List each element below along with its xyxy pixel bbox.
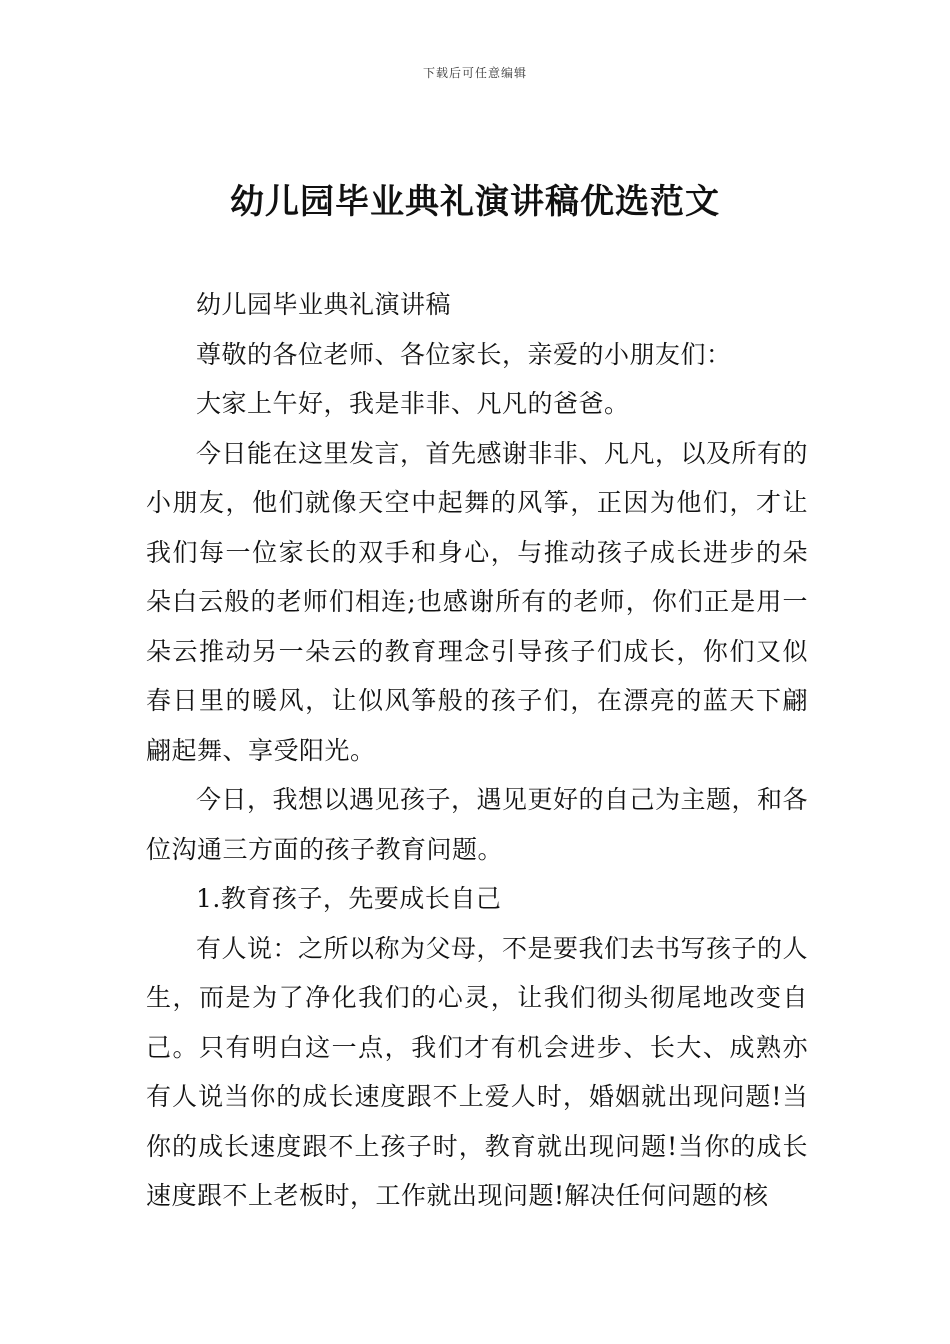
- paragraph-theme: 今日，我想以遇见孩子，遇见更好的自己为主题，和各位沟通三方面的孩子教育问题。: [146, 785, 809, 864]
- paragraph-heading: 幼儿园毕业典礼演讲稿: [196, 290, 452, 319]
- paragraph-section-1-heading: 1.教育孩子，先要成长自己: [196, 884, 502, 913]
- header-note: 下载后可任意编辑: [422, 66, 527, 80]
- document-body: [146, 280, 808, 1221]
- document-title: 幼儿园毕业典礼演讲稿优选范文: [230, 182, 720, 222]
- paragraph-thanks: 今日能在这里发言，首先感谢非非、凡凡，以及所有的小朋友，他们就像天空中起舞的风筝，正因为他们，才让我们每一位家长的双手和身心，与推动孩子成长进步的朵朵白云般的老师们相连;也感谢所有的老师，你们正是用一朵云推动另一朵云的教育理念引导孩子们成长，你们又似春日里的暖风，让似风筝般的孩子们，在漂亮的蓝天下翩翩起舞、享受阳光。: [146, 438, 809, 765]
- paragraph-section-1-body: 有人说：之所以称为父母，不是要我们去书写孩子的人生，而是为了净化我们的心灵，让我们彻头彻尾地改变自己。只有明白这一点，我们才有机会进步、长大、成熟亦有人说当你的成长速度跟不上爱人时，婚姻就出现问题!当你的成长速度跟不上孩子时，教育就出现问题!当你的成长速度跟不上老板时，工作就出现问题!解决任何问题的核: [146, 933, 809, 1210]
- paragraph-salutation: 尊敬的各位老师、各位家长，亲爱的小朋友们：: [196, 339, 732, 369]
- paragraph-greeting: 大家上午好，我是非非、凡凡的爸爸。: [196, 389, 630, 418]
